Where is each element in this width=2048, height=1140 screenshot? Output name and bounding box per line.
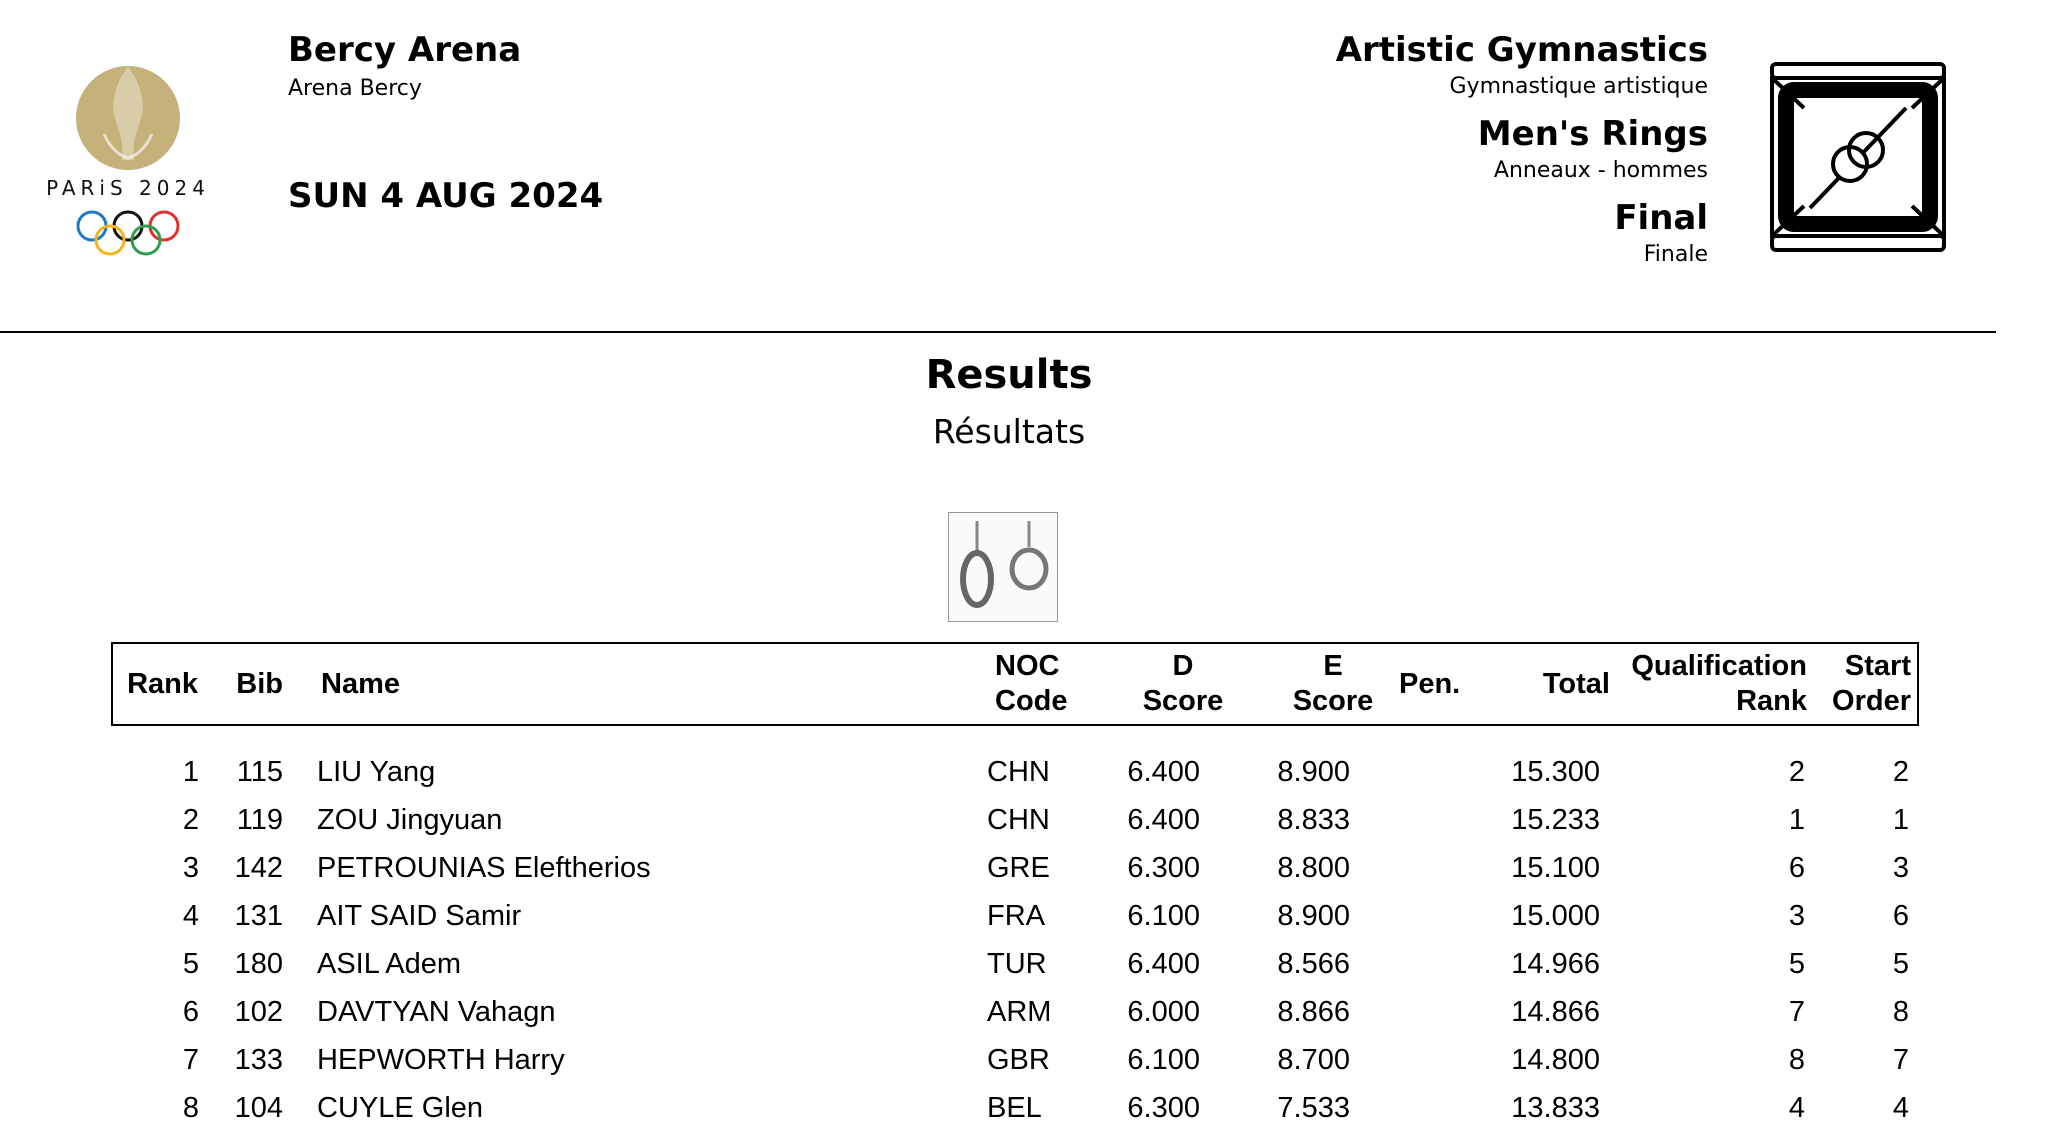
cell-rank: 6 — [182, 996, 199, 1028]
col-header-name: Name — [321, 668, 400, 700]
col-header-e-line2: Score — [1292, 685, 1374, 717]
cell-bib: 119 — [236, 804, 283, 836]
cell-total: 14.800 — [1511, 1044, 1600, 1076]
cell-total: 15.300 — [1511, 756, 1600, 788]
cell-qualification-rank: 5 — [1788, 948, 1805, 980]
col-header-start-order — [1832, 649, 1911, 719]
cell-noc: GBR — [987, 1044, 1050, 1076]
cell-start-order: 6 — [1892, 900, 1909, 932]
col-header-d-score — [1123, 649, 1243, 719]
cell-start-order: 2 — [1892, 756, 1909, 788]
discipline-name-fr: Anneaux - hommes — [1493, 158, 1708, 183]
col-header-start-line2: Order — [1832, 685, 1911, 717]
results-table-header — [111, 642, 1919, 726]
sport-name-fr: Gymnastique artistique — [1449, 74, 1708, 99]
col-header-qual-line2: Rank — [1736, 685, 1807, 717]
table-row — [0, 988, 2048, 1036]
cell-name: ASIL Adem — [317, 948, 462, 980]
cell-bib: 180 — [234, 948, 283, 980]
paris-2024-logo — [44, 64, 212, 260]
cell-rank: 5 — [182, 948, 199, 980]
cell-d-score: 6.400 — [1127, 948, 1200, 980]
flame-face-icon — [44, 64, 212, 174]
cell-e-score: 7.533 — [1277, 1092, 1350, 1124]
cell-name: AIT SAID Samir — [317, 900, 522, 932]
cell-start-order: 4 — [1892, 1092, 1909, 1124]
cell-e-score: 8.700 — [1277, 1044, 1350, 1076]
cell-d-score: 6.300 — [1127, 1092, 1200, 1124]
event-block — [1336, 28, 1708, 280]
cell-qualification-rank: 2 — [1788, 756, 1805, 788]
cell-rank: 8 — [182, 1092, 199, 1124]
table-row — [0, 844, 2048, 892]
cell-qualification-rank: 8 — [1788, 1044, 1805, 1076]
cell-name: LIU Yang — [317, 756, 436, 788]
cell-total: 15.000 — [1511, 900, 1600, 932]
cell-rank: 7 — [182, 1044, 199, 1076]
cell-name: CUYLE Glen — [317, 1092, 484, 1124]
col-header-total: Total — [1542, 668, 1610, 700]
col-header-noc-line1: NOC — [995, 650, 1060, 682]
table-row — [0, 1036, 2048, 1084]
cell-start-order: 8 — [1892, 996, 1909, 1028]
cell-bib: 104 — [234, 1092, 283, 1124]
cell-e-score: 8.900 — [1277, 756, 1350, 788]
cell-bib: 102 — [234, 996, 283, 1028]
cell-total: 14.866 — [1511, 996, 1600, 1028]
cell-start-order: 5 — [1892, 948, 1909, 980]
cell-rank: 2 — [182, 804, 199, 836]
logo-wordmark: PARiS 2024 — [46, 176, 210, 200]
cell-noc: ARM — [987, 996, 1052, 1028]
venue-name: Bercy Arena — [288, 30, 522, 70]
col-header-e-line1: E — [1323, 650, 1343, 682]
venue-name-fr: Arena Bercy — [288, 76, 422, 101]
col-header-d-line1: D — [1172, 650, 1194, 682]
cell-e-score: 8.833 — [1277, 804, 1350, 836]
rings-apparatus-graphic — [949, 513, 1057, 621]
cell-noc: CHN — [987, 804, 1050, 836]
cell-e-score: 8.566 — [1277, 948, 1350, 980]
cell-qualification-rank: 3 — [1788, 900, 1805, 932]
cell-name: ZOU Jingyuan — [317, 804, 503, 836]
table-row — [0, 1084, 2048, 1132]
olympic-rings-icon — [44, 208, 212, 258]
results-subtitle: Résultats — [932, 412, 1086, 451]
cell-bib: 131 — [234, 900, 283, 932]
cell-noc: FRA — [987, 900, 1045, 932]
venue-block — [288, 28, 521, 104]
cell-noc: CHN — [987, 756, 1050, 788]
table-row — [0, 940, 2048, 988]
cell-total: 13.833 — [1511, 1092, 1600, 1124]
cell-noc: GRE — [987, 852, 1050, 884]
col-header-d-line2: Score — [1142, 685, 1224, 717]
cell-e-score: 8.866 — [1277, 996, 1350, 1028]
cell-qualification-rank: 1 — [1788, 804, 1805, 836]
table-row — [0, 796, 2048, 844]
col-header-bib: Bib — [236, 668, 283, 700]
cell-bib: 133 — [234, 1044, 283, 1076]
col-header-start-line1: Start — [1844, 650, 1911, 682]
cell-rank: 1 — [182, 756, 199, 788]
cell-start-order: 3 — [1892, 852, 1909, 884]
cell-qualification-rank: 4 — [1788, 1092, 1805, 1124]
event-date: SUN 4 AUG 2024 — [288, 176, 604, 216]
cell-d-score: 6.400 — [1127, 756, 1200, 788]
cell-qualification-rank: 7 — [1788, 996, 1805, 1028]
cell-e-score: 8.900 — [1277, 900, 1350, 932]
cell-qualification-rank: 6 — [1788, 852, 1805, 884]
header-divider — [0, 331, 1996, 333]
col-header-noc-line2: Code — [995, 685, 1068, 717]
cell-name: DAVTYAN Vahagn — [317, 996, 556, 1028]
cell-start-order: 1 — [1892, 804, 1909, 836]
cell-name: HEPWORTH Harry — [317, 1044, 565, 1076]
cell-d-score: 6.300 — [1127, 852, 1200, 884]
table-row — [0, 748, 2048, 796]
col-header-noc — [995, 649, 1068, 719]
cell-rank: 3 — [182, 852, 199, 884]
cell-total: 14.966 — [1511, 948, 1600, 980]
cell-name: PETROUNIAS Eleftherios — [317, 852, 651, 884]
cell-d-score: 6.400 — [1127, 804, 1200, 836]
results-title: Results — [925, 352, 1093, 398]
cell-start-order: 7 — [1892, 1044, 1909, 1076]
col-header-qualification-rank — [1631, 649, 1807, 719]
cell-rank: 4 — [182, 900, 199, 932]
col-header-penalty: Pen. — [1399, 668, 1461, 700]
cell-bib: 142 — [234, 852, 283, 884]
cell-e-score: 8.800 — [1277, 852, 1350, 884]
cell-d-score: 6.000 — [1127, 996, 1200, 1028]
cell-noc: BEL — [987, 1092, 1042, 1124]
cell-total: 15.100 — [1511, 852, 1600, 884]
sport-name: Artistic Gymnastics — [1335, 30, 1708, 70]
cell-total: 15.233 — [1511, 804, 1600, 836]
phase-name-fr: Finale — [1643, 242, 1708, 267]
col-header-qual-line1: Qualification — [1631, 650, 1807, 682]
discipline-name: Men's Rings — [1477, 114, 1708, 154]
cell-bib: 115 — [236, 756, 283, 788]
table-row — [0, 892, 2048, 940]
cell-d-score: 6.100 — [1127, 900, 1200, 932]
phase-name: Final — [1614, 198, 1708, 238]
col-header-e-score — [1273, 649, 1393, 719]
col-header-rank: Rank — [127, 668, 198, 700]
rings-apparatus-icon — [948, 512, 1058, 622]
cell-d-score: 6.100 — [1127, 1044, 1200, 1076]
rings-pictogram-icon — [1764, 62, 1952, 252]
cell-noc: TUR — [987, 948, 1047, 980]
